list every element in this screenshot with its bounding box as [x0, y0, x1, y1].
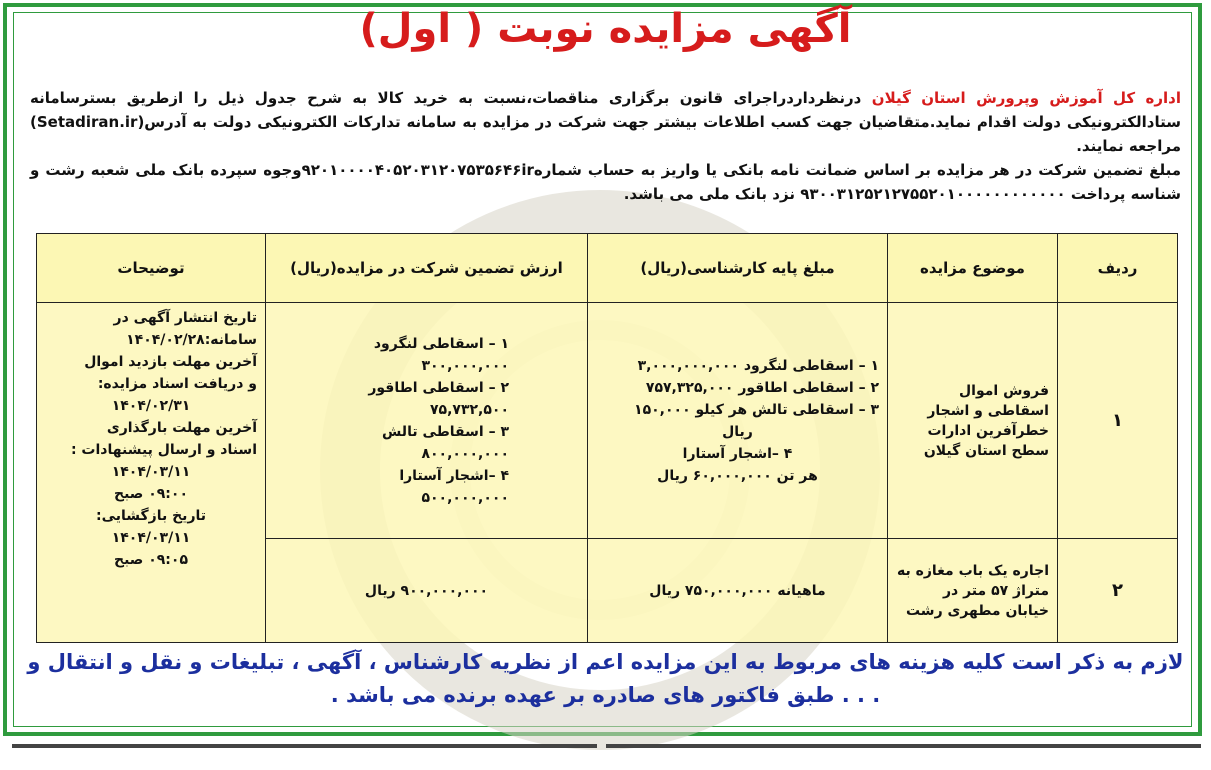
guarantee-cell: [266, 303, 588, 539]
organization-name: اداره کل آموزش وپرورش استان گیلان: [871, 89, 1181, 107]
intro-text: [30, 86, 1181, 206]
base-price-line: هر تن ۶۰,۰۰۰,۰۰۰ ریال: [657, 467, 818, 484]
intro-paragraph-1: [30, 86, 1181, 158]
description-line: و دریافت اسناد مزایده:: [97, 376, 257, 392]
table-row: [37, 303, 1178, 539]
description-line: آخرین مهلت بازدید اموال: [84, 354, 257, 370]
base-price-line: ۳ – اسقاطی تالش هر کیلو ۱۵۰,۰۰۰: [634, 401, 879, 418]
intro-paragraph-1-body: درنظرداردراجرای قانون برگزاری مناقصات،نسبت به خرید کالا به شرح جدول ذیل را ازطریق بسترسامانه ستادالکترونیکی دولت اقدام نماید.متقاضیان جهت کسب اطلاعات بیشتر جهت شرکت در مزایده به سامانه تدارکات الکترونیکی دولت به آدرس(Setadiran.ir) مراجعه نمایند.: [30, 89, 1181, 155]
description-line: ۰۹:۰۰ صبح: [114, 486, 188, 502]
description-line: آخرین مهلت بارگذاری: [106, 420, 257, 436]
header-description: توضیحات: [37, 234, 266, 303]
base-price-cell: [588, 303, 888, 539]
guarantee-line: ۷۵,۷۳۲,۵۰۰: [430, 401, 509, 418]
row-number: ۱: [1058, 303, 1178, 539]
auction-table: [36, 233, 1178, 643]
description-line: ۱۴۰۴/۰۳/۱۱: [111, 464, 191, 480]
base-price-line: ۴ –اشجار آستارا: [682, 445, 793, 462]
description-line: ۰۹:۰۵ صبح: [114, 552, 188, 568]
header-subject: موضوع مزایده: [888, 234, 1058, 303]
description-line: سامانه:۱۴۰۴/۰۲/۲۸: [126, 332, 257, 348]
description-line: تاریخ بازگشایی:: [95, 508, 207, 524]
guarantee-line: ۳۰۰,۰۰۰,۰۰۰: [421, 357, 509, 374]
ad-title: آگهی مزایده نوبت ( اول): [359, 6, 852, 52]
guarantee-line: ۸۰۰,۰۰۰,۰۰۰: [421, 445, 509, 462]
description-line: تاریخ انتشار آگهی در: [113, 310, 257, 326]
description-line: ۱۴۰۴/۰۲/۳۱: [111, 398, 191, 414]
guarantee-line: ۳ – اسقاطی تالش: [382, 423, 509, 440]
base-price-line: ۱ – اسقاطی لنگرود ۳,۰۰۰,۰۰۰,۰۰۰: [637, 357, 879, 374]
intro-paragraph-2: مبلغ تضمین شرکت در هر مزایده بر اساس ضمانت نامه بانکی یا واریز به حساب شماره۹۲۰۱۰۰۰۰۴۰۵۲۰۳۱۲۰۷۵۳۵۶۴۶irوجوه سپرده بانک ملی شعبه رشت و شناسه پرداخت ۹۳۰۰۳۱۲۵۲۱۲۷۵۵۲۰۱۰۰۰۰۰۰۰۰۰۰۰۰ نزد بانک ملی می باشد.: [30, 161, 1181, 203]
guarantee-line: ۵۰۰,۰۰۰,۰۰۰: [421, 489, 509, 506]
auction-subject: اجاره یک باب مغازه به متراژ ۵۷ متر در خیابان مطهری رشت: [888, 539, 1058, 643]
guarantee-line: ۲ – اسقاطی اطاقور: [368, 379, 509, 396]
row-number: ۲: [1058, 539, 1178, 643]
base-price-line: ۲ – اسقاطی اطاقور ۷۵۷,۳۲۵,۰۰۰: [645, 379, 879, 396]
page-divider-right: [606, 744, 1201, 748]
guarantee-line: ۱ – اسقاطی لنگرود: [373, 335, 509, 352]
base-price-cell: ماهیانه ۷۵۰,۰۰۰,۰۰۰ ریال: [588, 539, 888, 643]
description-line: اسناد و ارسال پیشنهادات :: [70, 442, 257, 458]
table-header-row: [37, 234, 1178, 303]
page-divider-left: [12, 744, 597, 748]
auction-subject: فروش اموال اسقاطی و اشجار خطرآفرین ادارات سطح استان گیلان: [888, 303, 1058, 539]
base-price-line: ریال: [722, 423, 753, 440]
guarantee-line: ۴ –اشجار آستارا: [399, 467, 509, 484]
header-guarantee: ارزش تضمین شرکت در مزایده(ریال): [266, 234, 588, 303]
header-base-price: مبلغ پایه کارشناسی(ریال): [588, 234, 888, 303]
guarantee-cell: ۹۰۰,۰۰۰,۰۰۰ ریال: [266, 539, 588, 643]
header-row-number: ردیف: [1058, 234, 1178, 303]
cost-notice: لازم به ذکر است کلیه هزینه های مربوط به این مزایده اعم از نظریه کارشناس ، آگهی ، تبلیغات و نقل و انتقال و . . . طبق فاکتور های صادره بر عهده برنده می باشد .: [27, 650, 1184, 707]
description-line: ۱۴۰۴/۰۳/۱۱: [111, 530, 191, 546]
description-cell: [37, 303, 266, 643]
